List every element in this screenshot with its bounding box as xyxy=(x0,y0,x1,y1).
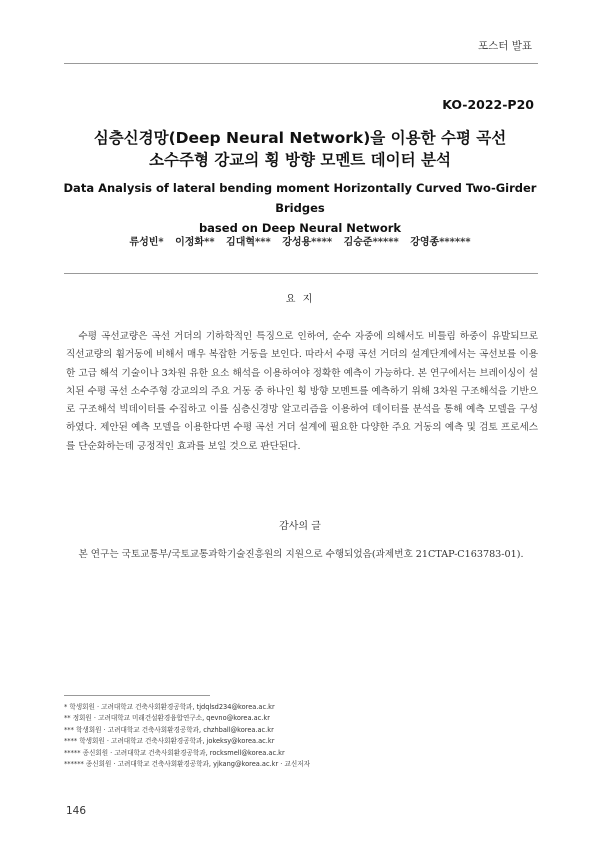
english-title-line-1: Data Analysis of lateral bending moment Horizontally Curved Two-Girder Bridges xyxy=(63,181,537,215)
abstract-body: 수평 곡선교량은 곡선 거더의 기하학적인 특징으로 인하여, 순수 자중에 의해서도 비틀림 하중이 유발되므로 직선교량의 휨거동에 비해서 매우 복잡한 거동을 보인다. 따라서 수평 곡선 거더의 설계단계에서는 곡선보를 이용한 고급 해석 기술이나 3차원 유한 요소 해석을 이용하여야 정확한 예측이 가능하다. 본 연구에서는 브레이싱이 설치된 수평 곡선 소수주형 강교의의 주요 거동 중 하나인 횡 방향 모멘트를 예측하기 위해 3차원 구조해석을 기반으로 구조해석 빅데이터를 수집하고 이를 심층신경망 알고리즘을 이용하여 데이터를 분석을 통해 예측 모델을 구성하였다. 제안된 예측 모델을 이용한다면 수평 곡선 거더 설계에 필요한 다양한 주요 거동의 예측 및 검토 프로세스를 단순화하는데 긍정적인 효과를 보일 것으로 판단된다. xyxy=(66,331,538,452)
section-label: 포스터 발표 xyxy=(477,40,532,52)
footnote-item: ***** 종신회원 · 고려대학교 건축사회환경공학과, rocksmell@korea.ac.kr xyxy=(64,748,285,757)
korean-title xyxy=(40,127,560,171)
footnote-item: * 학생회원 · 고려대학교 건축사회환경공학과, tjdqlsd234@korea.ac.kr xyxy=(64,703,275,711)
author-name: 김승준***** xyxy=(343,237,399,248)
author-name: 강성용**** xyxy=(282,237,333,248)
author-list xyxy=(40,233,560,248)
author-name: 이정화** xyxy=(175,237,215,248)
acknowledgement-heading: 감사의 글 xyxy=(279,521,321,532)
author-name: 김대혁*** xyxy=(226,237,271,248)
paper-code: KO-2022-P20 xyxy=(442,97,534,112)
footnote-item: *** 학생회원 · 고려대학교 건축사회환경공학과, chzhball@korea.ac.kr xyxy=(64,725,274,734)
english-title-line-2: based on Deep Neural Network xyxy=(198,221,402,235)
author-name: 류성빈* xyxy=(129,237,164,248)
acknowledgement-body: 본 연구는 국토교통부/국토교통과학기술진흥원의 지원으로 수행되었음(과제번호 21CTAP-C163783-01). xyxy=(78,549,524,560)
footnote-item: ** 정회원 · 고려대학교 미래건설환경융합연구소, qevno@korea.ac.kr xyxy=(64,714,270,723)
author-name: 강영종****** xyxy=(410,237,471,248)
page-number: 146 xyxy=(66,805,87,817)
abstract-heading: 요 지 xyxy=(285,294,315,305)
footnote-divider xyxy=(64,695,210,696)
korean-title-line-2: 소수주형 강교의 횡 방향 모멘트 데이터 분석 xyxy=(149,151,451,169)
footnote-item: ****** 종신회원 · 고려대학교 건축사회환경공학과, yjkang@korea.ac.kr · 교신저자 xyxy=(64,760,310,769)
author-divider xyxy=(64,273,538,274)
footnote-item: **** 학생회원 · 고려대학교 건축사회환경공학과, jokeksy@korea.ac.kr xyxy=(64,737,275,746)
korean-title-line-1: 심층신경망(Deep Neural Network)을 이용한 수평 곡선 xyxy=(93,129,507,147)
english-title xyxy=(40,178,560,238)
footnotes xyxy=(64,702,310,770)
top-divider xyxy=(64,63,538,64)
